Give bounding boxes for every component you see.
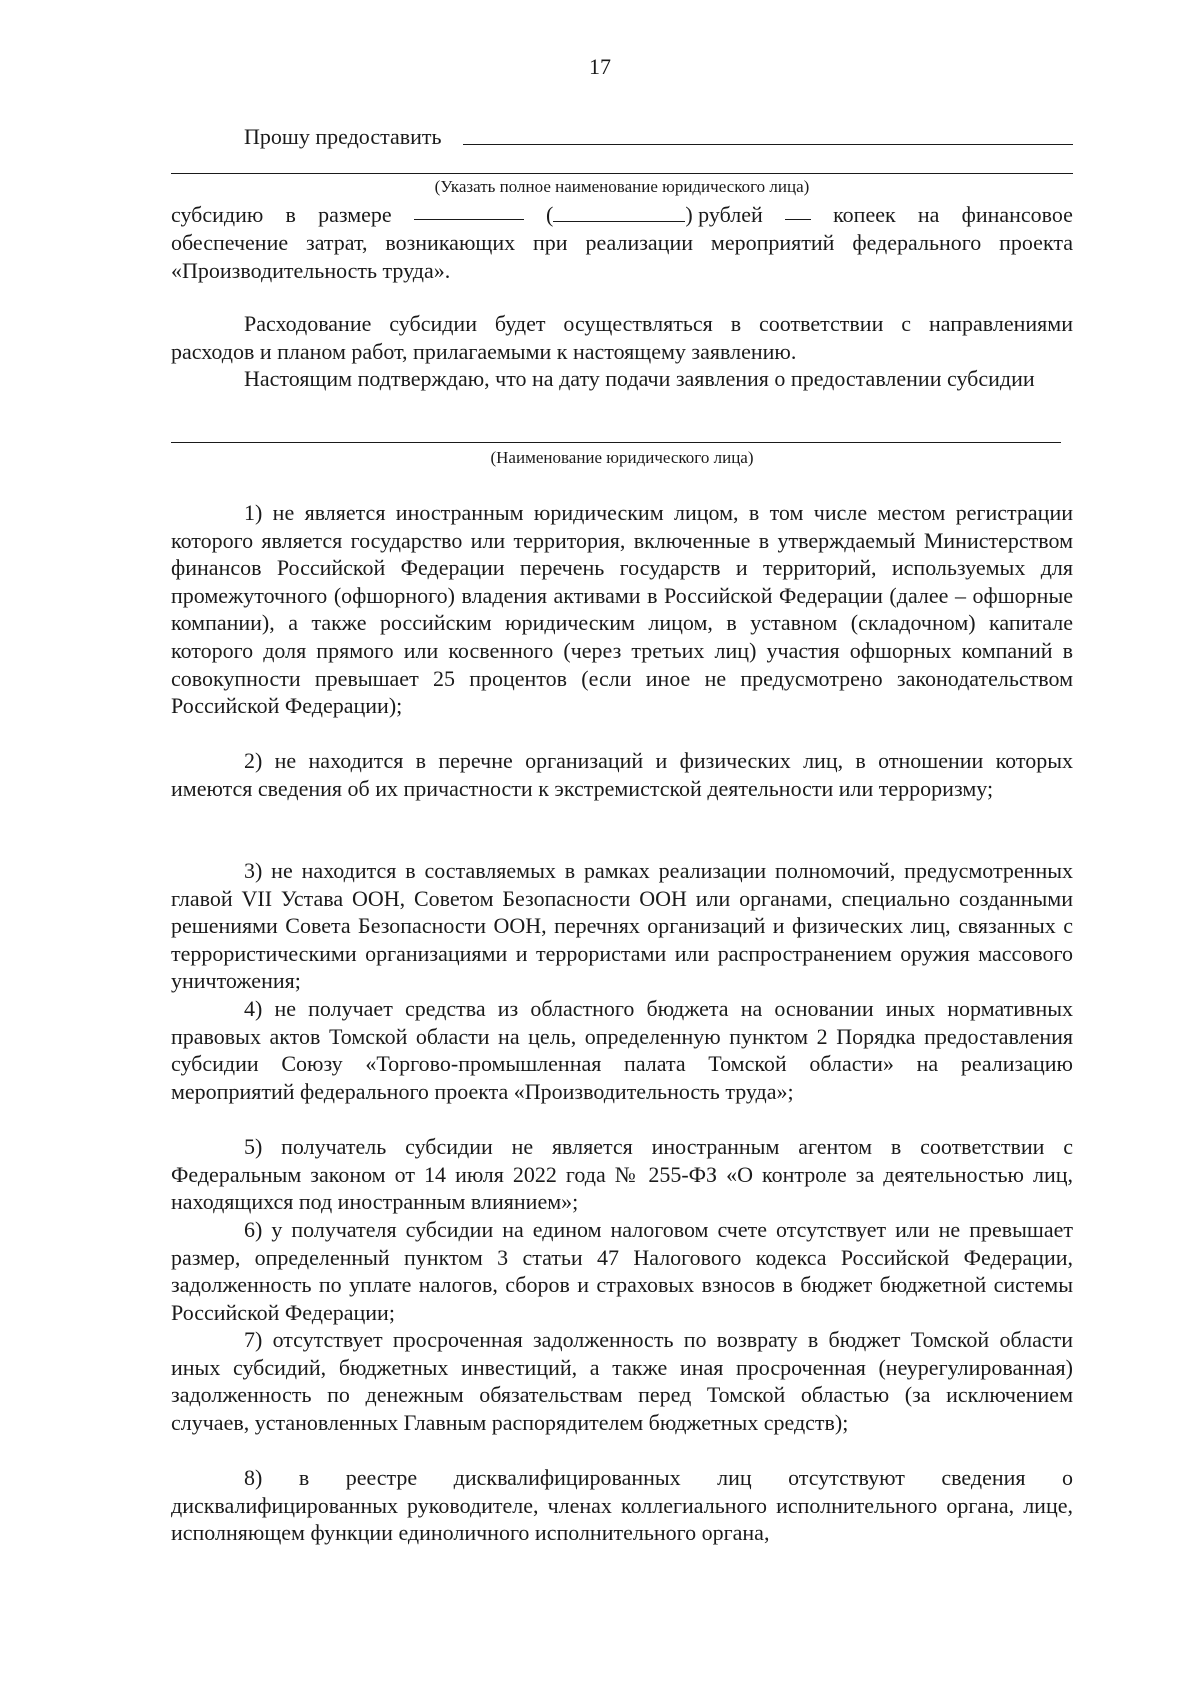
amount-words-blank[interactable]	[553, 203, 685, 222]
amount-line	[171, 201, 1073, 229]
confirm-paragraph: Настоящим подтверждаю, что на дату подачи заявления о предоставлении субсидии	[244, 366, 1035, 391]
list-item-4: 4) не получает средства из областного бюджета на основании иных нормативных правовых актов Томской области на цель, определенную пунктом 2 Порядка предоставления субсидии Союзу «Торгово-промышленная палата Томской области» на реализацию мероприятий федерального проекта «Производительность труда»;	[171, 996, 1073, 1104]
kopecks-blank[interactable]	[785, 201, 811, 220]
request-lead: Прошу предоставить	[244, 124, 442, 149]
amount-tail-3: финансовое	[961, 202, 1073, 227]
entity-name-blank-2[interactable]	[171, 173, 1073, 174]
rubles-label: ) рублей	[685, 202, 763, 227]
list-item-6: 6) у получателя субсидии на едином налоговом счете отсутствует или не превышает размер, определенный пунктом 3 статьи 47 Налогового кодекса Российской Федерации, задолженность по уплате налогов, сборов и страховых взносов в бюджет бюджетной системы Российской Федерации;	[171, 1217, 1073, 1325]
list-item-2: 2) не находится в перечне организаций и физических лиц, в отношении которых имеются сведения об их причастности к экстремистской деятельности или терроризму;	[171, 748, 1073, 801]
amount-purpose-text: обеспечение затрат, возникающих при реализации мероприятий федерального проекта «Производительность труда».	[171, 230, 1073, 283]
spending-paragraph: Расходование субсидии будет осуществляться в соответствии с направлениями расходов и планом работ, прилагаемыми к настоящему заявлению.	[171, 311, 1073, 364]
open-paren: (	[546, 202, 554, 227]
amount-digits-blank[interactable]	[414, 201, 524, 220]
amount-word-2: в	[285, 202, 296, 227]
amount-word-3: размере	[318, 202, 392, 227]
entity-name-blank-1[interactable]	[463, 144, 1073, 145]
list-item-8: 8) в реестре дисквалифицированных лиц отсутствуют сведения о дисквалифицированных руководителе, членах коллегиального исполнительного органа, лице, исполняющем функции единоличного исполнительного органа,	[171, 1465, 1073, 1546]
list-item-5: 5) получатель субсидии не является иностранным агентом в соответствии с Федеральным законом от 14 июля 2022 года № 255-ФЗ «О контроле за деятельностью лиц, находящихся под иностранным влиянием»;	[171, 1134, 1073, 1215]
page-number: 17	[589, 54, 611, 79]
list-item-3: 3) не находится в составляемых в рамках реализации полномочий, предусмотренных главой VII Устава ООН, Советом Безопасности ООН или органами, специально созданными решениями Совета Безопасности ООН, перечнях организаций и физических лиц, связанных с террористическими организациями и террористами или распространением оружия массового уничтожения;	[171, 858, 1073, 994]
amount-word-1: субсидию	[171, 202, 264, 227]
amount-tail-2: на	[917, 202, 940, 227]
amount-tail-1: копеек	[833, 202, 896, 227]
list-item-7: 7) отсутствует просроченная задолженность по возврату в бюджет Томской области иных субсидий, бюджетных инвестиций, а также иная просроченная (неурегулированная) задолженность по денежным обязательствам перед Томской областью (за исключением случаев, установленных Главным распорядителем бюджетных средств);	[171, 1327, 1073, 1435]
entity-full-name-caption: (Указать полное наименование юридического лица)	[434, 177, 810, 196]
list-item-1: 1) не является иностранным юридическим лицом, в том числе местом регистрации которого является государство или территория, включенные в утверждаемый Министерством финансов Российской Федерации перечень государств и территорий, используемых для промежуточного (офшорного) владения активами в Российской Федерации (далее – офшорные компании), а также российским юридическим лицом, в уставном (складочном) капитале которого доля прямого или косвенного (через третьих лиц) участия офшорных компаний в совокупности превышает 25 процентов (если иное не предусмотрено законодательством Российской Федерации);	[171, 500, 1073, 719]
entity-name-caption: (Наименование юридического лица)	[490, 448, 754, 467]
entity-name-blank-3[interactable]	[171, 442, 1061, 443]
